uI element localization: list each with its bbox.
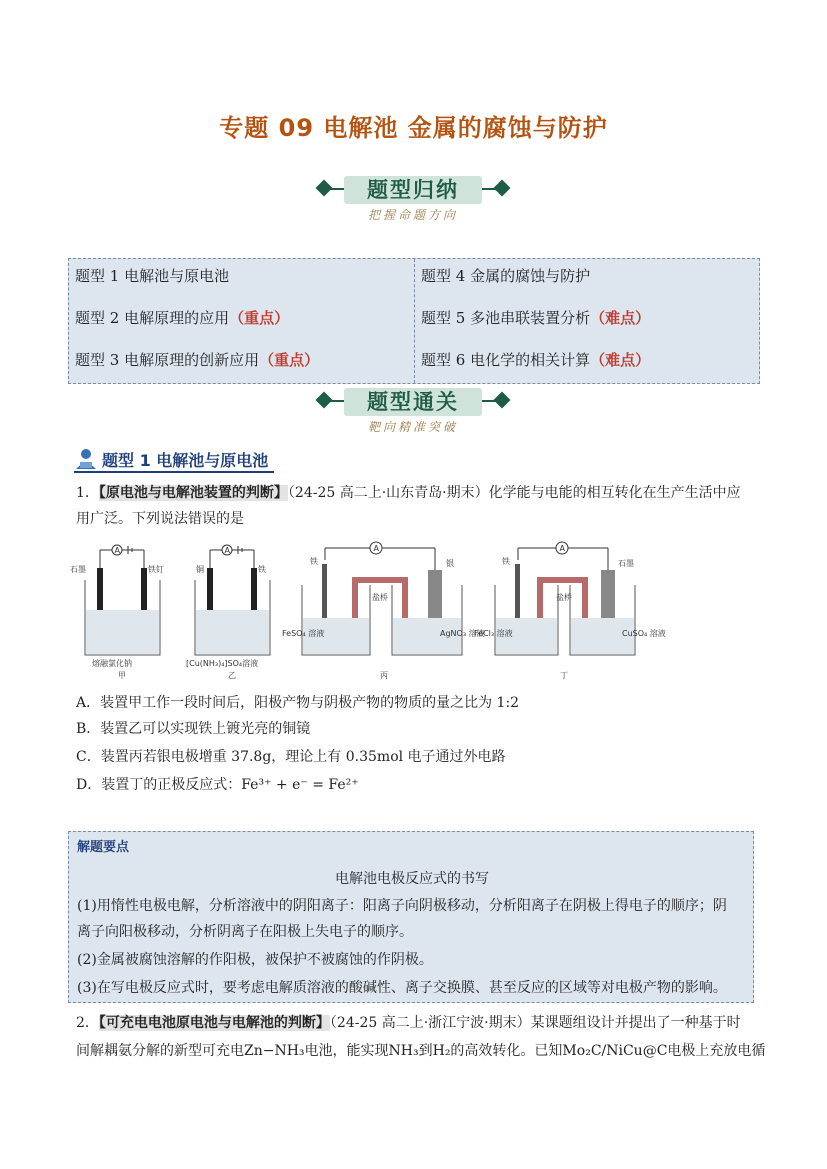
- topic-tag: （重点）: [259, 351, 320, 369]
- svg-text:FeSO₄ 溶液: FeSO₄ 溶液: [282, 629, 325, 638]
- banner-title: 题型通关: [344, 388, 482, 416]
- svg-text:铁钉: 铁钉: [148, 565, 164, 574]
- diamond-icon: [494, 180, 511, 197]
- banner-topic-summary: [318, 176, 508, 226]
- topic-tag: （重点）: [229, 309, 290, 327]
- apparatus-jia: [70, 545, 164, 680]
- tips-line: (1)用惰性电极电解，分析溶液中的阴阳离子：阳离子向阴极移动，分析阳离子在阴极上得电子的顺序；阴: [77, 898, 727, 914]
- topic-item: 题型 1 电解池与原电池: [75, 267, 230, 285]
- svg-text:石墨: 石墨: [618, 559, 634, 568]
- svg-text:银: 银: [446, 559, 454, 568]
- topic-item: 题型 3 电解原理的创新应用（重点）: [75, 351, 320, 369]
- topic-item: 题型 2 电解原理的应用（重点）: [75, 309, 290, 327]
- svg-text:AgNO₃ 溶液: AgNO₃ 溶液: [440, 629, 485, 638]
- svg-text:丙: 丙: [380, 671, 388, 680]
- question-tag: 【原电池与电解池装置的判断】: [98, 485, 288, 501]
- page-title: 专题 09 电解池 金属的腐蚀与防护: [219, 114, 608, 142]
- topic-tag: （难点）: [590, 309, 651, 327]
- option-a: A．装置甲工作一段时间后，阳极产物与阴极产物的物质的量之比为 1:2: [76, 695, 520, 711]
- apparatus-ding: [474, 542, 666, 680]
- tips-box: [68, 831, 754, 1003]
- topic-item: 题型 4 金属的腐蚀与防护: [421, 267, 591, 285]
- topic-tag: （难点）: [590, 351, 651, 369]
- svg-text:A: A: [224, 546, 230, 555]
- apparatus-yi: [186, 545, 270, 680]
- diamond-icon: [494, 392, 511, 409]
- svg-text:FeCl₃ 溶液: FeCl₃ 溶液: [474, 629, 513, 638]
- banner-subtitle: 把握命题方向: [367, 208, 458, 222]
- svg-text:A: A: [373, 544, 379, 553]
- option-b: B．装置乙可以实现铁上镀光亮的铜镜: [76, 721, 311, 737]
- question-2-line-1: 2．【可充电电池原电池与电解池的判断】（24-25 高二上·浙江宁波·期末）某课题组设计并提出了一种基于时: [76, 1015, 741, 1031]
- apparatus-bing: [282, 542, 485, 680]
- question-2-line-2: 间解耦氨分解的新型可充电Zn−NH₃电池，能实现NH₃到H₂的高效转化。已知Mo₂C/NiCu@C电极上充放电循: [76, 1043, 766, 1059]
- svg-text:盐桥: 盐桥: [556, 593, 572, 602]
- svg-text:石墨: 石墨: [70, 565, 86, 574]
- question-1-line-1: 1．【原电池与电解池装置的判断】（24-25 高二上·山东青岛·期末）化学能与电能的相互转化在生产生活中应: [76, 485, 741, 501]
- svg-text:乙: 乙: [228, 671, 236, 680]
- section-header: [74, 448, 274, 470]
- svg-text:铁: 铁: [502, 557, 510, 566]
- banner-subtitle: 靶向精准突破: [367, 420, 458, 434]
- svg-text:CuSO₄ 溶液: CuSO₄ 溶液: [622, 629, 666, 638]
- tips-subtitle: 电解池电极反应式的书写: [335, 871, 489, 887]
- apparatus-figure: [70, 540, 666, 680]
- tips-line: 离子向阳极移动，分析阴离子在阳极上失电子的顺序。: [77, 924, 413, 940]
- svg-text:[Cu(NH₃)₄]SO₄溶液: [Cu(NH₃)₄]SO₄溶液: [186, 659, 259, 668]
- option-c: C．装置丙若银电极增重 37.8g，理论上有 0.35mol 电子通过外电路: [76, 749, 506, 765]
- svg-text:铁: 铁: [310, 557, 318, 566]
- option-d: D．装置丁的正极反应式：Fe³⁺ + e⁻ = Fe²⁺: [76, 777, 359, 793]
- svg-text:A: A: [559, 544, 565, 553]
- svg-text:丁: 丁: [560, 671, 568, 680]
- svg-text:熔融氯化钠: 熔融氯化钠: [92, 659, 132, 668]
- box-divider: [414, 259, 415, 383]
- banner-title: 题型归纳: [344, 176, 482, 204]
- topic-item: 题型 6 电化学的相关计算（难点）: [421, 351, 651, 369]
- question-1-line-2: 用广泛。下列说法错误的是: [76, 511, 244, 527]
- topic-list-box: [68, 258, 760, 384]
- question-tag: 【可充电电池原电池与电解池的判断】: [98, 1015, 330, 1031]
- banner-topic-practice: [318, 388, 508, 438]
- diamond-icon: [316, 392, 333, 409]
- svg-text:甲: 甲: [118, 671, 126, 680]
- ammeter-label: A: [114, 546, 120, 555]
- svg-text:铁: 铁: [258, 565, 266, 574]
- tips-title: 解题要点: [77, 840, 130, 855]
- tips-line: (2)金属被腐蚀溶解的作阳极，被保护不被腐蚀的作阴极。: [77, 952, 433, 968]
- person-book-icon: [74, 448, 98, 470]
- diamond-icon: [316, 180, 333, 197]
- svg-text:铜: 铜: [196, 565, 204, 574]
- topic-item: 题型 5 多池串联装置分析（难点）: [421, 309, 651, 327]
- tips-line: (3)在写电极反应式时，要考虑电解质溶液的酸碱性、离子交换膜、甚至反应的区域等对电极产物的影响。: [77, 980, 727, 996]
- section-underline: [74, 471, 274, 473]
- svg-text:盐桥: 盐桥: [372, 593, 388, 602]
- section-title: 题型 1 电解池与原电池: [102, 451, 269, 470]
